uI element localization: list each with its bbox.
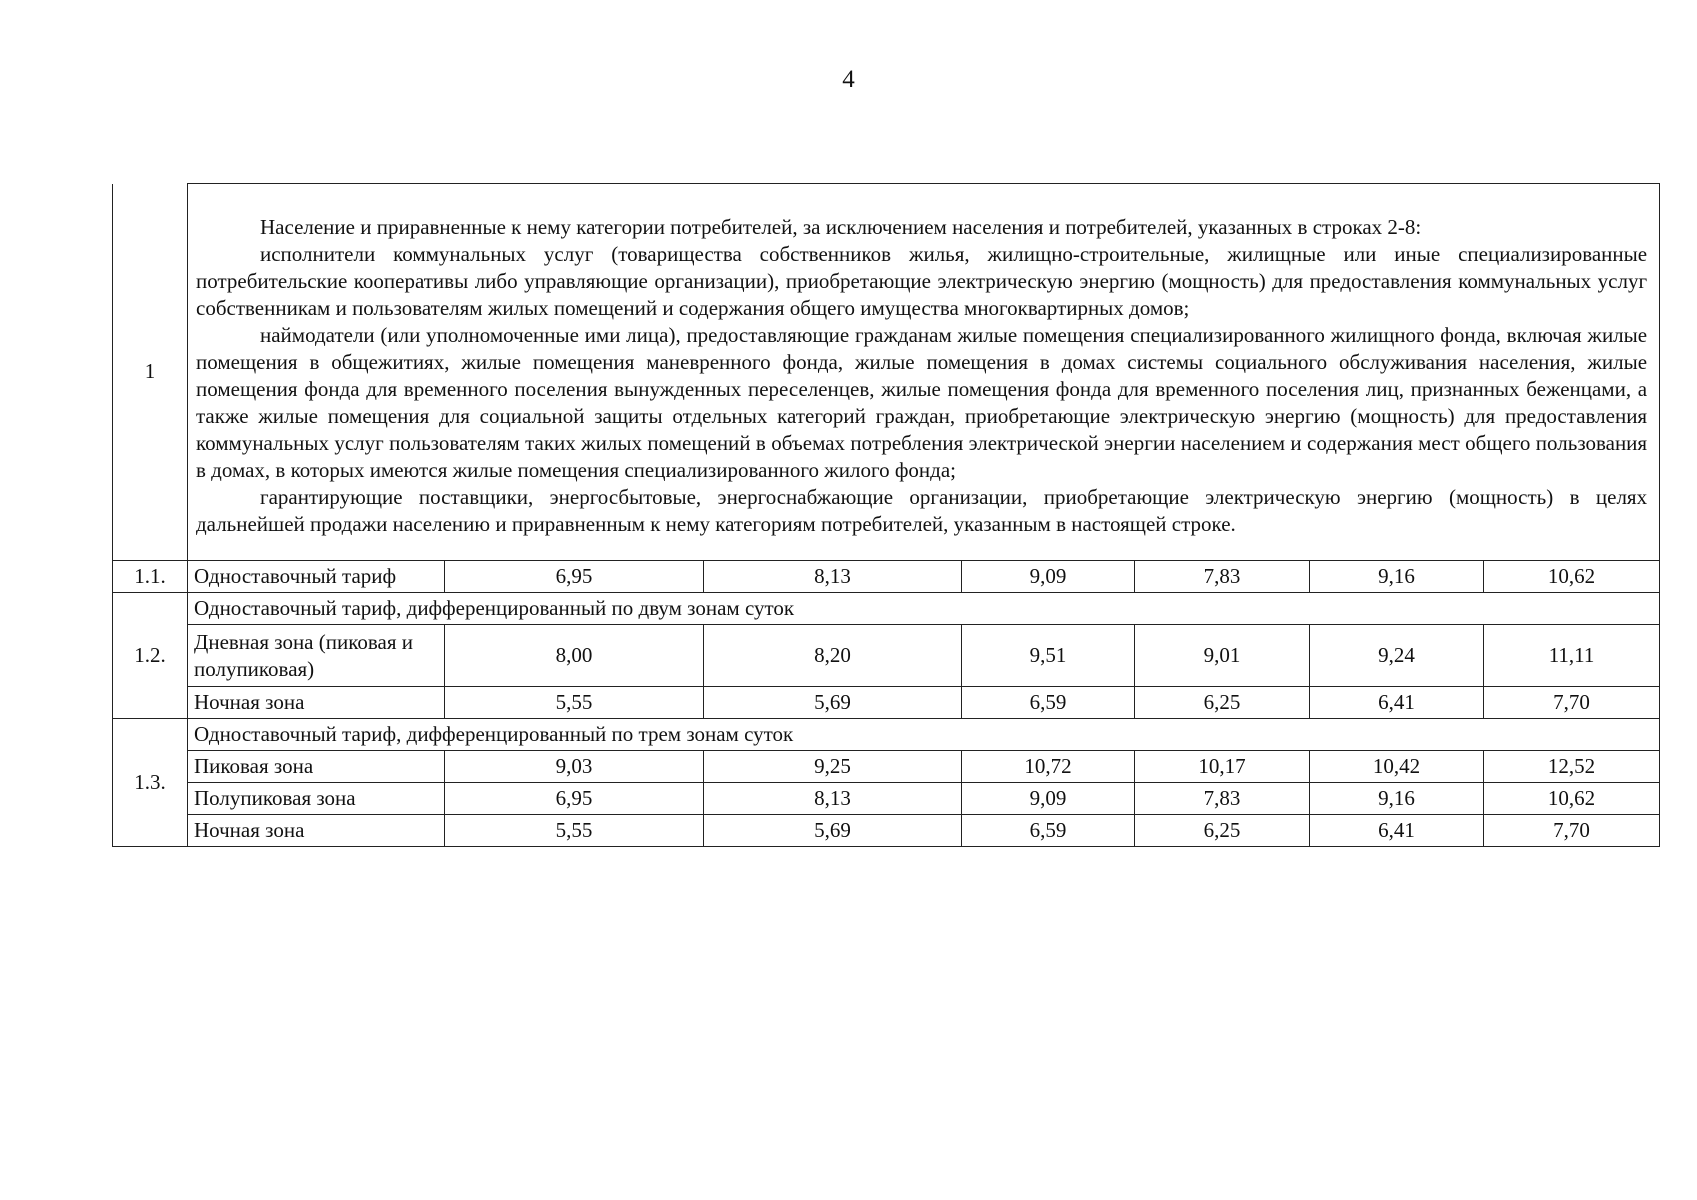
table-cell: 9,51 (962, 625, 1135, 687)
table-cell: 11,11 (1484, 625, 1660, 687)
row-label-night-zone: Ночная зона (188, 815, 445, 847)
row-number-1-2: 1.2. (113, 593, 188, 719)
table-cell: 10,42 (1310, 751, 1484, 783)
table-cell: 7,83 (1135, 783, 1310, 815)
row-header-1-3: Одноставочный тариф, дифференцированный по трем зонам суток (188, 719, 1660, 751)
tariff-table (112, 183, 1660, 847)
table-cell: 6,59 (962, 815, 1135, 847)
table-row-1-3-peak (113, 751, 1660, 783)
row-number-1-3: 1.3. (113, 719, 188, 847)
table-row-1-3-halfpeak (113, 783, 1660, 815)
table-cell: 9,25 (704, 751, 962, 783)
table-cell: 6,41 (1310, 815, 1484, 847)
table-cell: 5,55 (445, 687, 704, 719)
table-cell: 9,16 (1310, 561, 1484, 593)
table-cell: 6,95 (445, 561, 704, 593)
table-row-1-2-night (113, 687, 1660, 719)
row-label-night-zone: Ночная зона (188, 687, 445, 719)
row-label-1-1: Одноставочный тариф (188, 561, 445, 593)
row-label-day-zone: Дневная зона (пиковая и полупиковая) (188, 625, 445, 687)
table-cell: 8,20 (704, 625, 962, 687)
table-cell: 6,25 (1135, 815, 1310, 847)
table-cell: 8,13 (704, 561, 962, 593)
row-label-halfpeak-zone: Полупиковая зона (188, 783, 445, 815)
table-cell: 9,24 (1310, 625, 1484, 687)
table-cell: 7,70 (1484, 815, 1660, 847)
description-paragraph-3: наймодатели (или уполномоченные ими лица), предоставляющие гражданам жилые помещения специализированного жилищного фонда, включая жилые помещения в общежитиях, жилые помещения маневренного фонда, жилые помещения в домах системы социального обслуживания населения, жилые помещения фонда для временного поселения вынужденных переселенцев, жилые помещения фонда для временного поселения лиц, признанных беженцами, а также жилые помещения для социальной защиты отдельных категорий граждан, приобретающие электрическую энергию (мощность) для предоставления коммунальных услуг пользователям таких жилых помещений в объемах потребления электрической энергии населением и содержания мест общего пользования в домах, в которых имеются жилые помещения специализированного жилого фонда; (196, 323, 1648, 482)
table-cell: 5,55 (445, 815, 704, 847)
table-cell: 7,83 (1135, 561, 1310, 593)
row-number-1: 1 (113, 184, 188, 561)
table-cell: 9,03 (445, 751, 704, 783)
table-cell: 12,52 (1484, 751, 1660, 783)
table-cell: 8,13 (704, 783, 962, 815)
table-cell: 5,69 (704, 815, 962, 847)
row-number-1-1: 1.1. (113, 561, 188, 593)
table-cell: 10,72 (962, 751, 1135, 783)
page-number: 4 (842, 66, 855, 93)
table-row-1-1 (113, 561, 1660, 593)
table-cell: 9,09 (962, 561, 1135, 593)
description-paragraph-2: исполнители коммунальных услуг (товарищества собственников жилья, жилищно-строительные, жилищные или иные специализированные потребительские кооперативы либо управляющие организации), приобретающие электрическую энергию (мощность) для предоставления коммунальных услуг собственникам и пользователям жилых помещений и содержания общего имущества многоквартирных домов; (196, 242, 1648, 320)
table-cell: 9,01 (1135, 625, 1310, 687)
table-row-1-3-night (113, 815, 1660, 847)
table-cell: 7,70 (1484, 687, 1660, 719)
table-cell: 10,62 (1484, 783, 1660, 815)
table-cell: 9,09 (962, 783, 1135, 815)
table-row-1-2-day (113, 625, 1660, 687)
table-cell: 8,00 (445, 625, 704, 687)
table-cell: 9,16 (1310, 783, 1484, 815)
table-cell: 10,17 (1135, 751, 1310, 783)
table-row-1-3-header (113, 719, 1660, 751)
table-cell: 10,62 (1484, 561, 1660, 593)
table-cell: 6,41 (1310, 687, 1484, 719)
table-cell: 5,69 (704, 687, 962, 719)
table-cell: 6,59 (962, 687, 1135, 719)
description-paragraph-4: гарантирующие поставщики, энергосбытовые, энергоснабжающие организации, приобретающие электрическую энергию (мощность) в целях дальнейшей продажи населению и приравненным к нему категориям потребителей, указанным в настоящей строке. (196, 485, 1648, 536)
table-cell: 6,25 (1135, 687, 1310, 719)
row-label-peak-zone: Пиковая зона (188, 751, 445, 783)
section-1-description (188, 184, 1660, 561)
row-header-1-2: Одноставочный тариф, дифференцированный по двум зонам суток (188, 593, 1660, 625)
table-cell: 6,95 (445, 783, 704, 815)
table-row-1-2-header (113, 593, 1660, 625)
description-paragraph-1: Население и приравненные к нему категории потребителей, за исключением населения и потребителей, указанных в строках 2-8: (260, 215, 1422, 239)
section-1-row (113, 184, 1660, 561)
